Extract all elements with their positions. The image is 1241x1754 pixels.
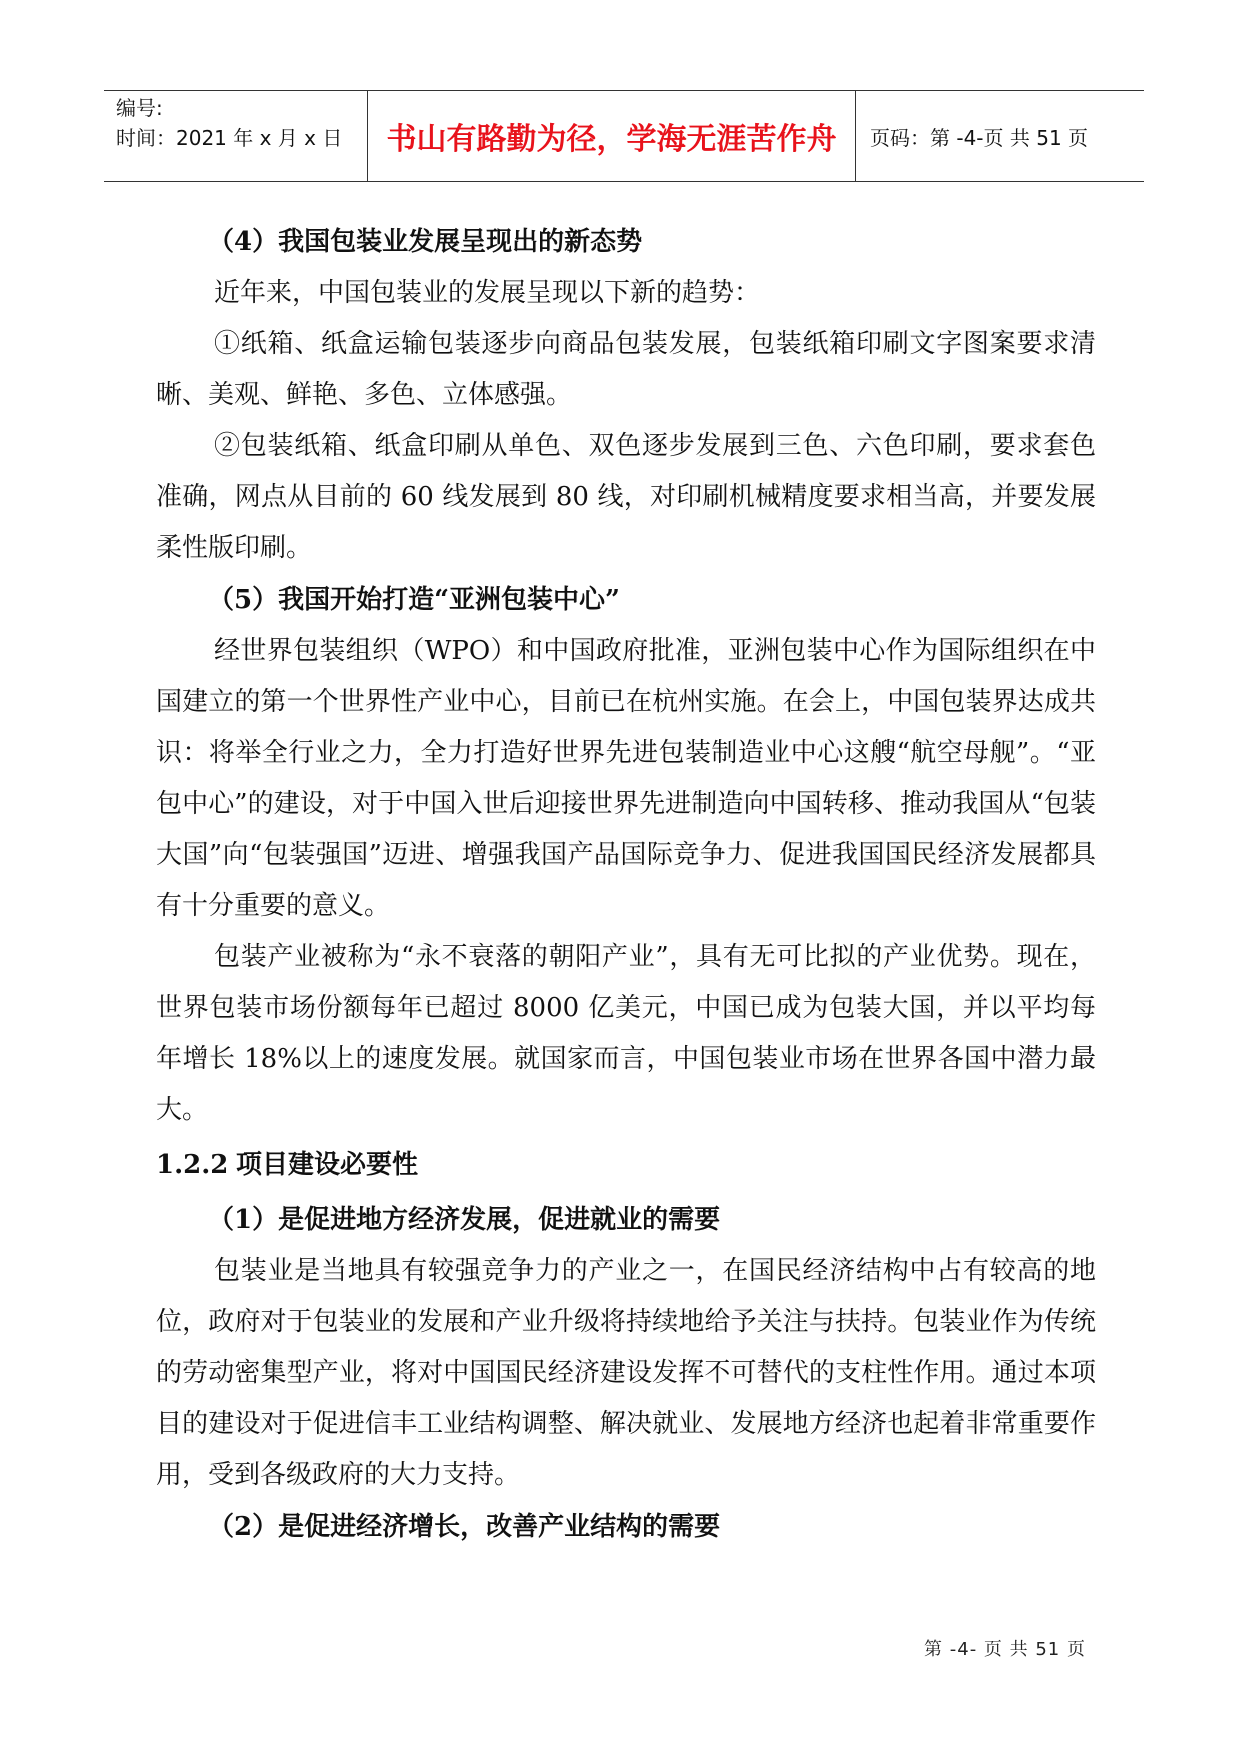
paragraph: 近年来，中国包装业的发展呈现以下新的趋势： — [214, 278, 761, 308]
page-header — [104, 90, 1144, 182]
header-motto: 书山有路勤为径，学海无涯苦作舟 — [368, 91, 856, 181]
paragraph: 包装业是当地具有较强竞争力的产业之一，在国民经济结构中占有较高的地位，政府对于包装业的发展和产业升级将持续地给予关注与扶持。包装业作为传统的劳动密集型产业，将对中国国民经济建设发挥不可替代的支柱性作用。通过本项目的建设对于促进信丰工业结构调整、解决就业、发展地方经济也起着非常重要作用，受到各级政府的大力支持。 — [156, 1256, 1096, 1490]
header-meta-cell — [104, 91, 368, 181]
section-title: 项目建设必要性 — [236, 1150, 419, 1180]
paragraph: 包装产业被称为“永不衰落的朝阳产业”，具有无可比拟的产业优势。现在，世界包装市场份额每年已超过 8000 亿美元，中国已成为包装大国，并以平均每年增长 18%以上的速度发展。就国家而言，中国包装业市场在世界各国中潜力最大。 — [156, 942, 1096, 1125]
paragraph: 经世界包装组织（WPO）和中国政府批准，亚洲包装中心作为国际组织在中国建立的第一个世界性产业中心，目前已在杭州实施。在会上，中国包装界达成共识：将举全行业之力，全力打造好世界先进包装制造业中心这艘“航空母舰”。“亚包中心”的建设，对于中国入世后迎接世界先进制造向中国转移、推动我国从“包装大国”向“包装强国”迈进、增强我国产品国际竞争力、促进我国国民经济发展都具有十分重要的意义。 — [156, 636, 1096, 921]
document-body — [156, 216, 1096, 1553]
date-label: 时间：2021 年 x 月 x 日 — [116, 126, 343, 150]
page-footer: 第 -4- 页 共 51 页 — [924, 1639, 1086, 1660]
header-page-number: 页码：第 -4-页 共 51 页 — [870, 125, 1089, 150]
subheading-5: （5）我国开始打造“亚洲包装中心” — [208, 585, 621, 615]
paragraph: ②包装纸箱、纸盒印刷从单色、双色逐步发展到三色、六色印刷，要求套色准确，网点从目前的 60 线发展到 80 线，对印刷机械精度要求相当高，并要发展柔性版印刷。 — [156, 431, 1096, 563]
subheading-1: （1）是促进地方经济发展，促进就业的需要 — [208, 1205, 721, 1235]
section-number: 1.2.2 — [156, 1150, 229, 1180]
serial-number-label: 编号: — [116, 96, 163, 120]
paragraph: ①纸箱、纸盒运输包装逐步向商品包装发展，包装纸箱印刷文字图案要求清晰、美观、鲜艳、多色、立体感强。 — [156, 329, 1096, 410]
subheading-4: （4）我国包装业发展呈现出的新态势 — [208, 227, 643, 257]
subheading-2: （2）是促进经济增长，改善产业结构的需要 — [208, 1512, 721, 1542]
section-heading — [156, 1136, 1096, 1194]
